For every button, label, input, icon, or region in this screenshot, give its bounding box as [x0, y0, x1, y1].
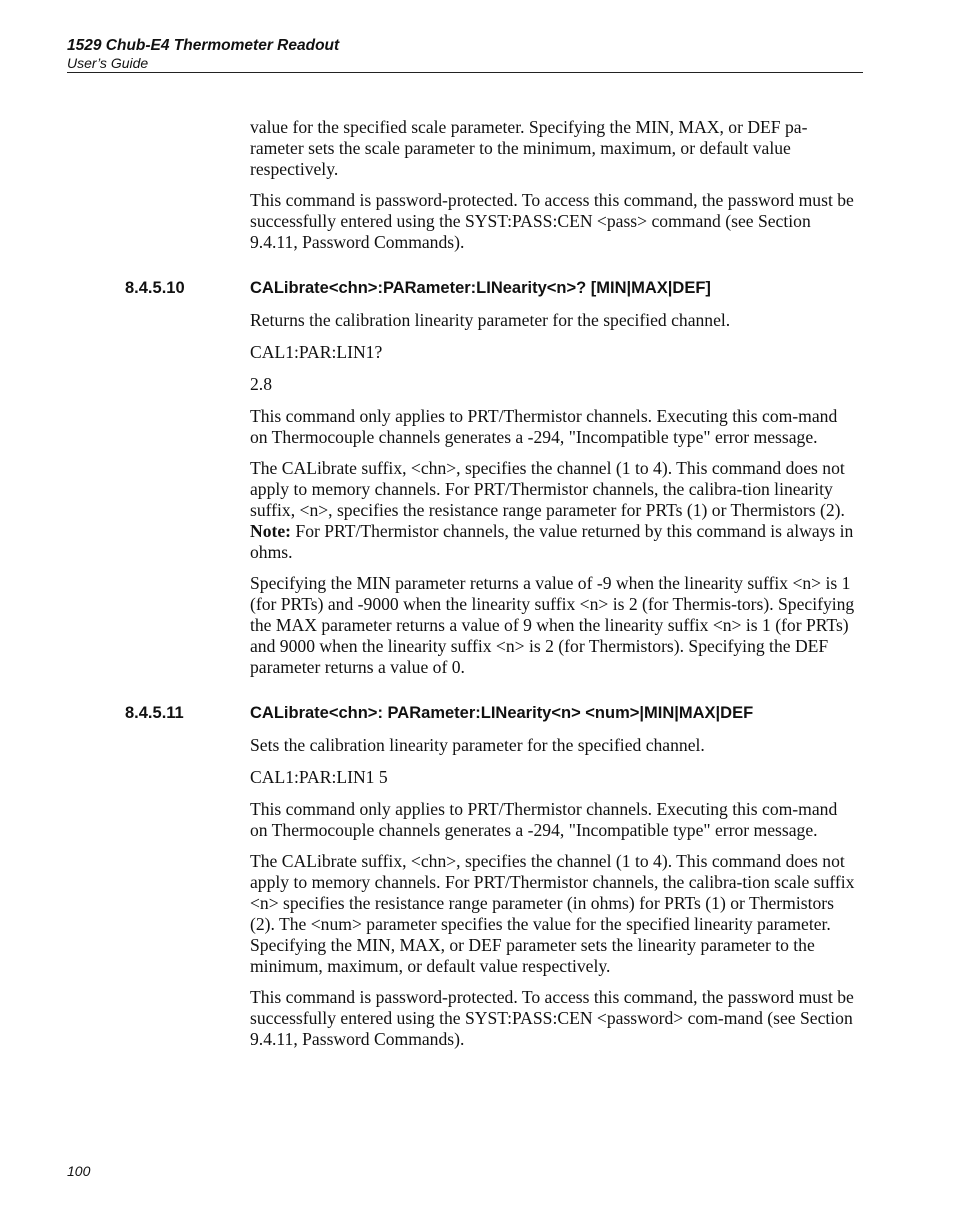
section-number: 8.4.5.11	[125, 704, 184, 722]
note-label: Note:	[250, 521, 292, 541]
section-11-example-command: CAL1:PAR:LIN1 5	[250, 767, 388, 787]
running-header	[67, 37, 863, 71]
section-title: CALibrate<chn>: PARameter:LINearity<n> <num>|MIN|MAX|DEF	[250, 704, 754, 722]
section-10-paragraph-2: This command only applies to PRT/Thermistor channels. Executing this com-mand on Thermocouple channels generates a -294, "Incompatible type" error message.	[250, 406, 838, 447]
section-11-paragraph-2: This command only applies to PRT/Thermistor channels. Executing this com-mand on Thermocouple channels generates a -294, "Incompatible type" error message.	[250, 799, 838, 840]
document-subtitle: User’s Guide	[67, 55, 149, 71]
page-body	[0, 117, 954, 1060]
section-11-paragraph-3: The CALibrate suffix, <chn>, specifies the channel (1 to 4). This command does not apply to memory channels. For PRT/Thermistor channels, the calibra-tion scale suffix <n> specifies the resistance range parameter (in ohms) for PRTs (1) or Thermistors (2). The <num> parameter specifies the value for the specified linearity parameter. Specifying the MIN, MAX, or DEF parameter sets the linearity parameter to the minimum, maximum, or default value respectively.	[250, 851, 855, 976]
section-heading-8-4-5-11	[0, 702, 954, 724]
section-10-example-command: CAL1:PAR:LIN1?	[250, 342, 383, 362]
intro-paragraph-2: This command is password-protected. To access this command, the password must be successfully entered using the SYST:PASS:CEN <pass> command (see Section 9.4.11, Password Commands).	[250, 190, 854, 252]
section-10-paragraph-3-text: The CALibrate suffix, <chn>, specifies the channel (1 to 4). This command does not apply to memory channels. For PRT/Thermistor channels, the calibra-tion linearity suffix, <n>, specifies the resistance range parameter for PRTs (1) or Thermistors (2).	[250, 458, 845, 520]
section-10-paragraph-3	[250, 458, 856, 563]
document-title: 1529 Chub-E4 Thermometer Readout	[67, 37, 340, 54]
section-title: CALibrate<chn>:PARameter:LINearity<n>? [MIN|MAX|DEF]	[250, 279, 711, 297]
header-divider	[67, 72, 863, 73]
section-10-example-response: 2.8	[250, 374, 272, 394]
page-number: 100	[67, 1163, 91, 1179]
section-number: 8.4.5.10	[125, 279, 185, 297]
section-10-paragraph-4: Specifying the MIN parameter returns a value of -9 when the linearity suffix <n> is 1 (for PRTs) and -9000 when the linearity suffix <n> is 2 (for Thermis-tors). Specifying the MAX parameter returns a value of 9 when the linearity suffix <n> is 1 (for PRTs) and 9000 when the linearity suffix <n> is 2 (for Thermistors). Specifying the DEF parameter returns a value of 0.	[250, 573, 855, 677]
section-10-description: Returns the calibration linearity parameter for the specified channel.	[250, 310, 731, 330]
intro-paragraph-1: value for the specified scale parameter. Specifying the MIN, MAX, or DEF pa-rameter sets the scale parameter to the minimum, maximum, or default value respectively.	[250, 117, 808, 179]
section-11-description: Sets the calibration linearity parameter for the specified channel.	[250, 735, 705, 755]
section-11-paragraph-4: This command is password-protected. To access this command, the password must be successfully entered using the SYST:PASS:CEN <password> com-mand (see Section 9.4.11, Password Commands).	[250, 987, 854, 1049]
section-10-paragraph-3-note-text: For PRT/Thermistor channels, the value returned by this command is always in ohms.	[250, 521, 854, 562]
section-heading-8-4-5-10	[0, 277, 954, 299]
